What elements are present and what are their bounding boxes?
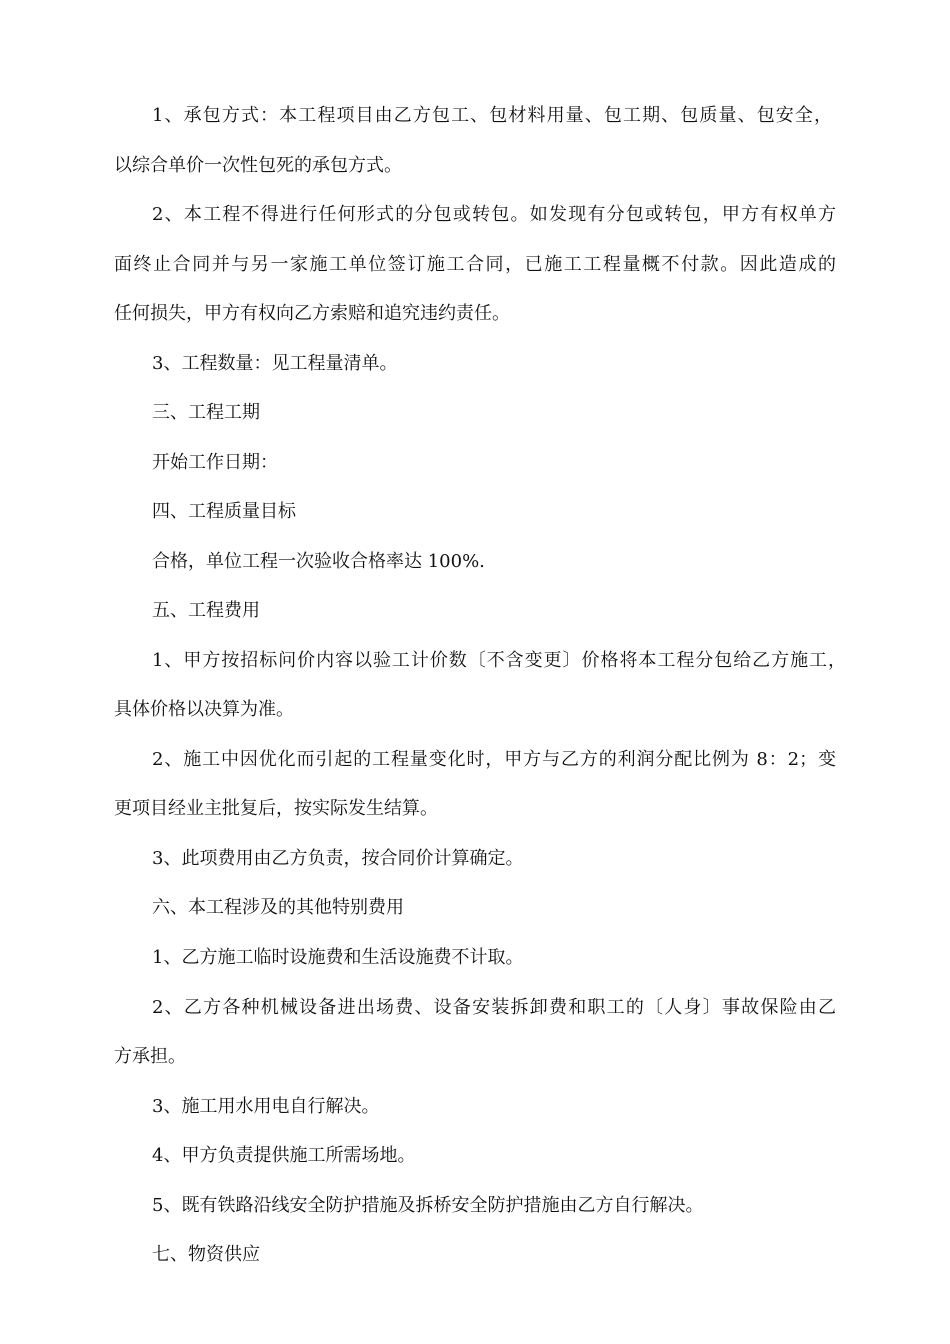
paragraph-line: 更项目经业主批复后，按实际发生结算。 xyxy=(114,798,438,819)
paragraph-line: 合格，单位工程一次验收合格率达 100%. xyxy=(152,551,485,572)
paragraph-line: 2、乙方各种机械设备进出场费、设备安装拆卸费和职工的〔人身〕事故保险由乙 xyxy=(152,997,836,1018)
paragraph-line: 任何损失，甲方有权向乙方索赔和追究违约责任。 xyxy=(114,303,510,324)
paragraph-line: 2、本工程不得进行任何形式的分包或转包。如发现有分包或转包，甲方有权单方 xyxy=(152,204,836,225)
paragraph-line: 4、甲方负责提供施工所需场地。 xyxy=(152,1145,416,1166)
section-heading: 五、工程费用 xyxy=(152,600,260,621)
section-heading: 六、本工程涉及的其他特别费用 xyxy=(152,897,404,918)
paragraph-line: 方承担。 xyxy=(114,1046,186,1067)
paragraph-line: 具体价格以决算为准。 xyxy=(114,699,294,720)
section-heading: 七、物资供应 xyxy=(152,1244,260,1265)
paragraph-line: 3、工程数量：见工程量清单。 xyxy=(152,353,398,374)
paragraph-line: 面终止合同并与另一家施工单位签订施工合同，已施工工程量概不付款。因此造成的 xyxy=(114,254,836,275)
paragraph-line: 1、甲方按招标问价内容以验工计价数〔不含变更〕价格将本工程分包给乙方施工， xyxy=(152,650,846,671)
paragraph-line: 1、乙方施工临时设施费和生活设施费不计取。 xyxy=(152,947,524,968)
section-heading: 三、工程工期 xyxy=(152,402,260,423)
paragraph-line: 以综合单价一次性包死的承包方式。 xyxy=(114,155,402,176)
paragraph-line: 5、既有铁路沿线安全防护措施及拆桥安全防护措施由乙方自行解决。 xyxy=(152,1195,704,1216)
paragraph-line: 开始工作日期： xyxy=(152,452,278,473)
paragraph-line: 3、施工用水用电自行解决。 xyxy=(152,1096,380,1117)
paragraph-line: 2、施工中因优化而引起的工程量变化时，甲方与乙方的利润分配比例为 8：2；变 xyxy=(152,749,836,770)
paragraph-line: 1、承包方式：本工程项目由乙方包工、包材料用量、包工期、包质量、包安全， xyxy=(152,105,832,126)
paragraph-line: 3、此项费用由乙方负责，按合同价计算确定。 xyxy=(152,848,524,869)
section-heading: 四、工程质量目标 xyxy=(152,501,296,522)
